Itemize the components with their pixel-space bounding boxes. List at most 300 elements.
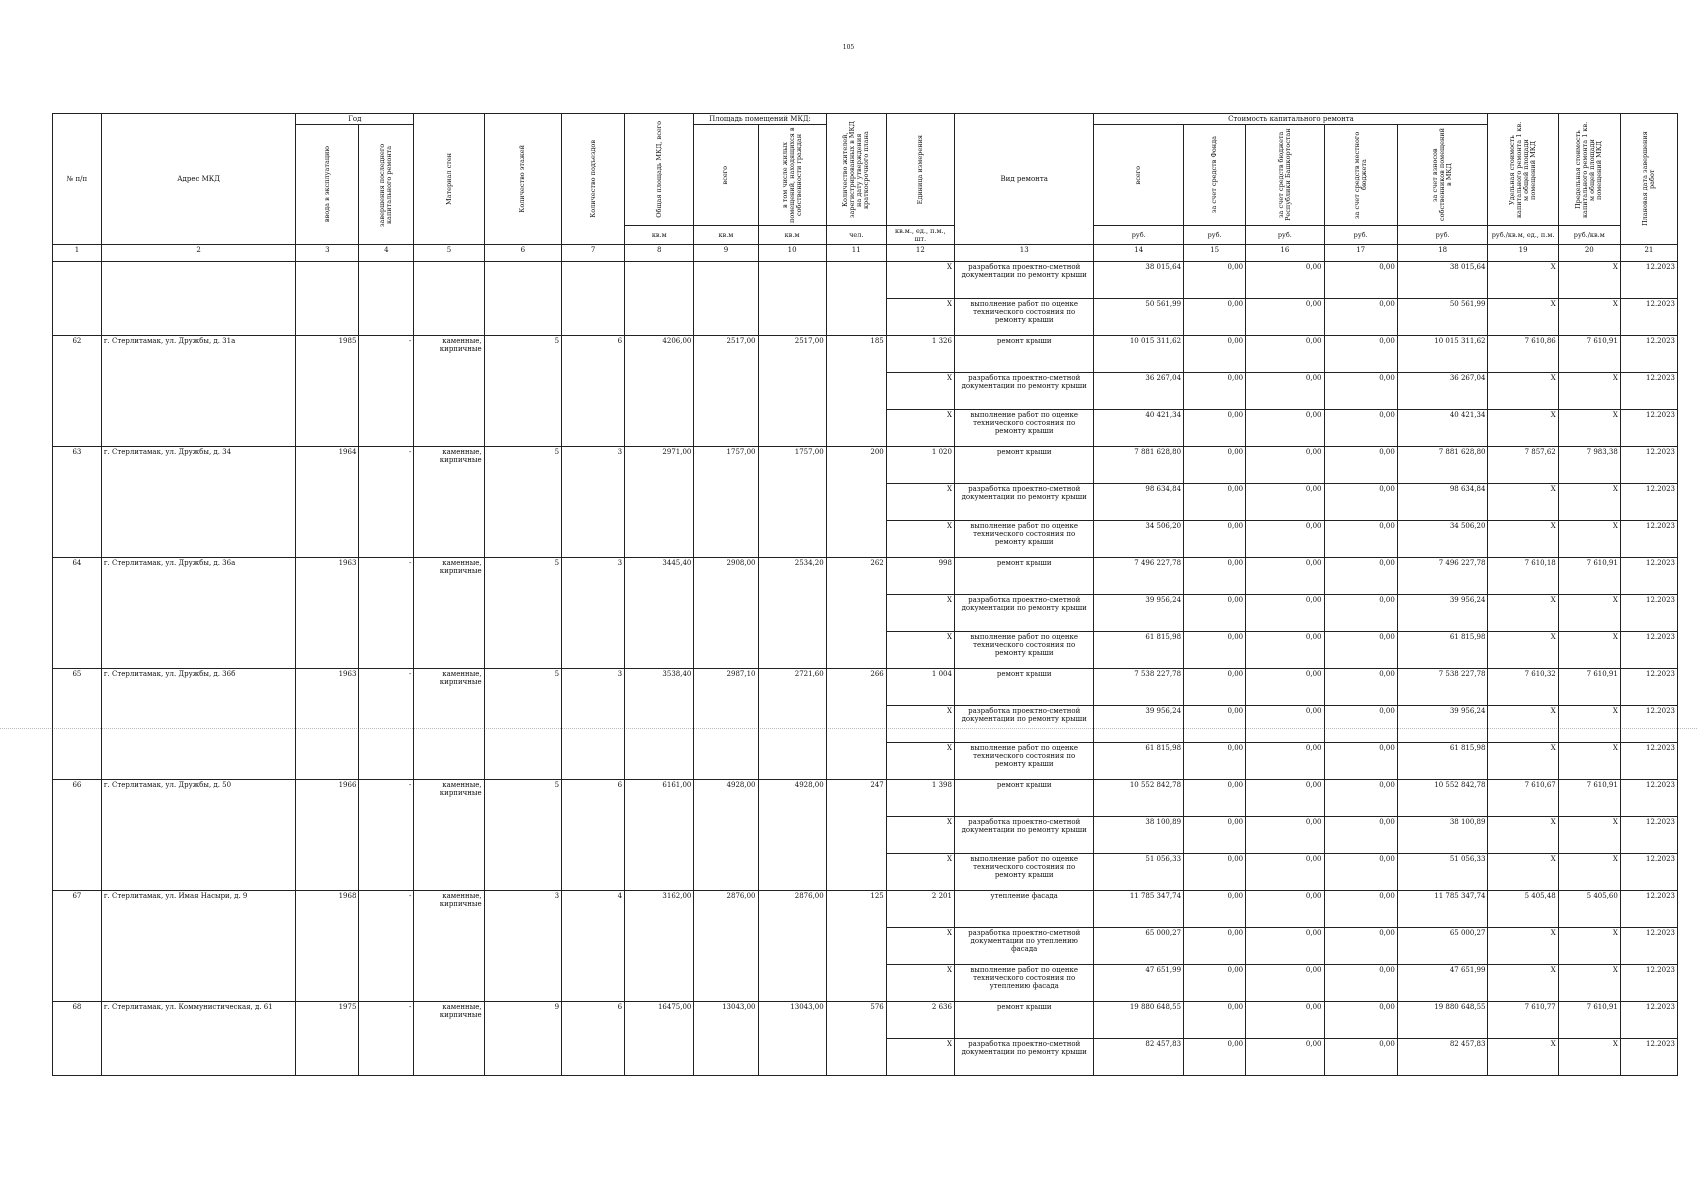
table-row [53, 336, 1678, 373]
cell-repair-type: разработка проектно-сметной документации по ремонту крыши [954, 373, 1093, 410]
cell-specific-cost: X [1488, 410, 1558, 447]
cell-premises-total [694, 521, 758, 558]
cell-planned-date: 12.2023 [1620, 262, 1677, 299]
cell-total-area [625, 299, 694, 336]
cell-cost-total: 36 267,04 [1094, 373, 1184, 410]
cell-planned-date: 12.2023 [1620, 1039, 1677, 1076]
column-number: 5 [414, 245, 484, 262]
cell-cost-total: 38 100,89 [1094, 817, 1184, 854]
cell-premises-residential [758, 706, 826, 743]
cell-repair-type: выполнение работ по оценке технического состояния по ремонту крыши [954, 299, 1093, 336]
cell-specific-cost: X [1488, 743, 1558, 780]
cell-unit-value: 2 201 [886, 891, 954, 928]
hdr-premises-total: всего [694, 125, 758, 226]
cell-specific-cost: 7 610,77 [1488, 1002, 1558, 1039]
table-row [53, 891, 1678, 928]
cell-entrances: 3 [562, 558, 625, 595]
cell-max-cost: X [1558, 373, 1620, 410]
cell-residents [826, 1039, 886, 1076]
table-row [53, 410, 1678, 447]
hdr-floors: Количество этажей [484, 114, 561, 245]
cell-row-number [53, 743, 102, 780]
cell-max-cost: X [1558, 854, 1620, 891]
cell-wall-material [414, 373, 484, 410]
cell-planned-date: 12.2023 [1620, 373, 1677, 410]
cell-repair-type: разработка проектно-сметной документации по ремонту крыши [954, 706, 1093, 743]
cell-premises-total [694, 706, 758, 743]
cell-residents [826, 817, 886, 854]
cell-year-commission [296, 410, 359, 447]
table-row [53, 965, 1678, 1002]
cell-residents [826, 928, 886, 965]
cell-max-cost: X [1558, 484, 1620, 521]
cell-unit-value: X [886, 521, 954, 558]
cell-year-commission: 1963 [296, 558, 359, 595]
cell-row-number [53, 817, 102, 854]
cell-row-number [53, 1039, 102, 1076]
cell-residents: 576 [826, 1002, 886, 1039]
cell-entrances [562, 262, 625, 299]
cell-cost-fund: 0,00 [1184, 262, 1246, 299]
cell-cost-local: 0,00 [1324, 447, 1397, 484]
cell-wall-material [414, 410, 484, 447]
hdr-repair-type: Вид ремонта [954, 114, 1093, 245]
hdr-year-commission: ввода в эксплуатацию [296, 125, 359, 245]
cell-cost-local: 0,00 [1324, 965, 1397, 1002]
cell-address [101, 373, 295, 410]
cell-planned-date: 12.2023 [1620, 521, 1677, 558]
cell-year-last-repair [359, 965, 414, 1002]
cell-cost-republic: 0,00 [1246, 669, 1324, 706]
cell-premises-total [694, 965, 758, 1002]
cell-cost-owners: 38 015,64 [1397, 262, 1488, 299]
cell-year-last-repair: - [359, 780, 414, 817]
cell-premises-residential [758, 817, 826, 854]
cell-floors [484, 743, 561, 780]
cell-residents [826, 299, 886, 336]
cell-cost-fund: 0,00 [1184, 743, 1246, 780]
cell-repair-type: разработка проектно-сметной документации по ремонту крыши [954, 484, 1093, 521]
cell-total-area [625, 928, 694, 965]
cell-year-last-repair [359, 743, 414, 780]
cell-unit-value: X [886, 817, 954, 854]
cell-cost-fund: 0,00 [1184, 410, 1246, 447]
cell-unit-value: 1 020 [886, 447, 954, 484]
cell-cost-local: 0,00 [1324, 706, 1397, 743]
cell-cost-total: 7 496 227,78 [1094, 558, 1184, 595]
cell-row-number [53, 854, 102, 891]
cell-entrances [562, 965, 625, 1002]
cell-cost-owners: 50 561,99 [1397, 299, 1488, 336]
table-row [53, 447, 1678, 484]
cell-address [101, 299, 295, 336]
cell-premises-residential: 2721,60 [758, 669, 826, 706]
cell-cost-total: 61 815,98 [1094, 743, 1184, 780]
cell-premises-residential: 4928,00 [758, 780, 826, 817]
cell-cost-owners: 51 056,33 [1397, 854, 1488, 891]
cell-repair-type: выполнение работ по оценке технического состояния по ремонту крыши [954, 854, 1093, 891]
cell-wall-material [414, 484, 484, 521]
hdr-entrances: Количество подъездов [562, 114, 625, 245]
table-row [53, 373, 1678, 410]
cell-wall-material [414, 262, 484, 299]
cell-cost-republic: 0,00 [1246, 965, 1324, 1002]
cell-premises-total: 2876,00 [694, 891, 758, 928]
cell-wall-material [414, 928, 484, 965]
cell-address: г. Стерлитамак, ул. Дружбы, д. 34 [101, 447, 295, 484]
cell-year-commission [296, 595, 359, 632]
cell-cost-local: 0,00 [1324, 632, 1397, 669]
cell-premises-total [694, 299, 758, 336]
cell-specific-cost: X [1488, 965, 1558, 1002]
cell-cost-republic: 0,00 [1246, 595, 1324, 632]
cell-specific-cost: X [1488, 706, 1558, 743]
cell-planned-date: 12.2023 [1620, 1002, 1677, 1039]
cell-unit-value: X [886, 928, 954, 965]
cell-cost-owners: 82 457,83 [1397, 1039, 1488, 1076]
cell-row-number: 63 [53, 447, 102, 484]
cell-cost-owners: 10 015 311,62 [1397, 336, 1488, 373]
cell-year-commission: 1966 [296, 780, 359, 817]
cell-address [101, 484, 295, 521]
cell-max-cost: X [1558, 632, 1620, 669]
cell-premises-total: 1757,00 [694, 447, 758, 484]
cell-address [101, 743, 295, 780]
cell-entrances [562, 521, 625, 558]
cell-unit-value: 1 398 [886, 780, 954, 817]
cell-unit-value: X [886, 262, 954, 299]
column-number: 13 [954, 245, 1093, 262]
cell-total-area: 2971,00 [625, 447, 694, 484]
cell-premises-residential [758, 299, 826, 336]
cell-premises-total [694, 854, 758, 891]
cell-entrances [562, 817, 625, 854]
cell-total-area [625, 854, 694, 891]
cell-planned-date: 12.2023 [1620, 965, 1677, 1002]
repair-plan-table [52, 113, 1678, 1076]
cell-row-number [53, 595, 102, 632]
cell-cost-fund: 0,00 [1184, 1039, 1246, 1076]
cell-cost-republic: 0,00 [1246, 373, 1324, 410]
cell-cost-owners: 98 634,84 [1397, 484, 1488, 521]
cell-cost-local: 0,00 [1324, 817, 1397, 854]
unit-cost-owners: руб. [1397, 226, 1488, 245]
cell-floors: 5 [484, 447, 561, 484]
column-number: 19 [1488, 245, 1558, 262]
unit-cost-total: руб. [1094, 226, 1184, 245]
cell-cost-total: 50 561,99 [1094, 299, 1184, 336]
cell-unit-value: X [886, 373, 954, 410]
cell-row-number [53, 484, 102, 521]
cell-planned-date: 12.2023 [1620, 669, 1677, 706]
cell-year-last-repair [359, 299, 414, 336]
cell-address [101, 928, 295, 965]
cell-entrances [562, 928, 625, 965]
cell-premises-residential [758, 632, 826, 669]
cell-max-cost: X [1558, 410, 1620, 447]
cell-cost-owners: 65 000,27 [1397, 928, 1488, 965]
cell-planned-date: 12.2023 [1620, 336, 1677, 373]
cell-residents: 262 [826, 558, 886, 595]
column-number: 9 [694, 245, 758, 262]
cell-total-area [625, 632, 694, 669]
cell-unit-value: X [886, 484, 954, 521]
cell-planned-date: 12.2023 [1620, 447, 1677, 484]
cell-planned-date: 12.2023 [1620, 595, 1677, 632]
cell-max-cost: X [1558, 928, 1620, 965]
cell-total-area [625, 706, 694, 743]
cell-floors [484, 262, 561, 299]
hdr-address: Адрес МКД [101, 114, 295, 245]
cell-residents: 266 [826, 669, 886, 706]
cell-cost-local: 0,00 [1324, 669, 1397, 706]
cell-cost-fund: 0,00 [1184, 817, 1246, 854]
cell-year-last-repair [359, 262, 414, 299]
cell-cost-owners: 47 651,99 [1397, 965, 1488, 1002]
cell-cost-fund: 0,00 [1184, 965, 1246, 1002]
table-row [53, 780, 1678, 817]
cell-floors: 9 [484, 1002, 561, 1039]
cell-premises-residential [758, 595, 826, 632]
cell-unit-value: X [886, 743, 954, 780]
cell-total-area: 4206,00 [625, 336, 694, 373]
unit-residents: чел. [826, 226, 886, 245]
cell-address [101, 595, 295, 632]
cell-entrances [562, 1039, 625, 1076]
cell-cost-fund: 0,00 [1184, 595, 1246, 632]
cell-address [101, 1039, 295, 1076]
cell-planned-date: 12.2023 [1620, 854, 1677, 891]
cell-unit-value: 998 [886, 558, 954, 595]
cell-floors: 5 [484, 780, 561, 817]
column-number-row [53, 245, 1678, 262]
cell-repair-type: выполнение работ по оценке технического состояния по ремонту крыши [954, 410, 1093, 447]
cell-floors [484, 854, 561, 891]
cell-entrances [562, 632, 625, 669]
cell-total-area [625, 817, 694, 854]
cell-entrances [562, 706, 625, 743]
cell-cost-republic: 0,00 [1246, 1039, 1324, 1076]
cell-cost-total: 98 634,84 [1094, 484, 1184, 521]
cell-cost-local: 0,00 [1324, 373, 1397, 410]
cell-unit-value: X [886, 410, 954, 447]
cell-cost-local: 0,00 [1324, 521, 1397, 558]
cell-wall-material [414, 1039, 484, 1076]
cell-premises-residential [758, 854, 826, 891]
cell-year-last-repair [359, 373, 414, 410]
cell-cost-republic: 0,00 [1246, 632, 1324, 669]
cell-repair-type: выполнение работ по оценке технического состояния по ремонту крыши [954, 632, 1093, 669]
cell-cost-local: 0,00 [1324, 299, 1397, 336]
hdr-year-group: Год [296, 114, 414, 125]
cell-total-area [625, 484, 694, 521]
cell-premises-total [694, 928, 758, 965]
cell-floors [484, 965, 561, 1002]
cell-cost-total: 47 651,99 [1094, 965, 1184, 1002]
cell-entrances: 4 [562, 891, 625, 928]
cell-repair-type: разработка проектно-сметной документации по утеплению фасада [954, 928, 1093, 965]
cell-row-number: 65 [53, 669, 102, 706]
cell-premises-residential [758, 410, 826, 447]
cell-residents [826, 410, 886, 447]
cell-total-area: 3162,00 [625, 891, 694, 928]
cell-cost-local: 0,00 [1324, 484, 1397, 521]
cell-cost-fund: 0,00 [1184, 521, 1246, 558]
cell-total-area [625, 262, 694, 299]
cell-max-cost: X [1558, 817, 1620, 854]
cell-cost-republic: 0,00 [1246, 854, 1324, 891]
cell-year-commission [296, 743, 359, 780]
table-row [53, 632, 1678, 669]
cell-cost-total: 40 421,34 [1094, 410, 1184, 447]
cell-premises-residential [758, 928, 826, 965]
cell-row-number: 66 [53, 780, 102, 817]
cell-entrances: 6 [562, 780, 625, 817]
cell-specific-cost: X [1488, 299, 1558, 336]
cell-year-last-repair: - [359, 669, 414, 706]
cell-planned-date: 12.2023 [1620, 410, 1677, 447]
cell-cost-total: 7 881 628,80 [1094, 447, 1184, 484]
cell-repair-type: разработка проектно-сметной документации по ремонту крыши [954, 817, 1093, 854]
column-number: 15 [1184, 245, 1246, 262]
cell-planned-date: 12.2023 [1620, 558, 1677, 595]
cell-cost-owners: 7 496 227,78 [1397, 558, 1488, 595]
cell-premises-residential: 2876,00 [758, 891, 826, 928]
cell-cost-fund: 0,00 [1184, 891, 1246, 928]
cell-specific-cost: 7 610,18 [1488, 558, 1558, 595]
cell-cost-total: 61 815,98 [1094, 632, 1184, 669]
cell-address: г. Стерлитамак, ул. Дружбы, д. 36б [101, 669, 295, 706]
cell-entrances: 6 [562, 336, 625, 373]
cell-max-cost: 7 610,91 [1558, 558, 1620, 595]
cell-planned-date: 12.2023 [1620, 632, 1677, 669]
cell-specific-cost: X [1488, 1039, 1558, 1076]
cell-row-number [53, 262, 102, 299]
cell-cost-total: 19 880 648,55 [1094, 1002, 1184, 1039]
cell-premises-total: 2908,00 [694, 558, 758, 595]
cell-premises-total: 4928,00 [694, 780, 758, 817]
cell-max-cost: X [1558, 521, 1620, 558]
table-row [53, 928, 1678, 965]
hdr-total-area: Общая площадь МКД, всего [625, 114, 694, 226]
cell-cost-local: 0,00 [1324, 336, 1397, 373]
cell-max-cost: X [1558, 743, 1620, 780]
column-number: 3 [296, 245, 359, 262]
cell-cost-owners: 7 538 227,78 [1397, 669, 1488, 706]
cell-wall-material [414, 743, 484, 780]
table-row [53, 299, 1678, 336]
cell-cost-local: 0,00 [1324, 410, 1397, 447]
cell-floors: 5 [484, 558, 561, 595]
cell-repair-type: ремонт крыши [954, 669, 1093, 706]
hdr-cost-group: Стоимость капитального ремонта [1094, 114, 1488, 125]
cell-premises-total [694, 817, 758, 854]
cell-planned-date: 12.2023 [1620, 484, 1677, 521]
cell-cost-local: 0,00 [1324, 595, 1397, 632]
hdr-cost-owners: за счет взносов собственников помещений в МКД [1397, 125, 1488, 226]
cell-wall-material [414, 817, 484, 854]
cell-premises-residential [758, 262, 826, 299]
cell-planned-date: 12.2023 [1620, 299, 1677, 336]
table-row [53, 558, 1678, 595]
cell-premises-residential: 1757,00 [758, 447, 826, 484]
hdr-unit: Единица измерения [886, 114, 954, 226]
cell-cost-owners: 19 880 648,55 [1397, 1002, 1488, 1039]
table-row [53, 743, 1678, 780]
cell-specific-cost: X [1488, 373, 1558, 410]
cell-cost-local: 0,00 [1324, 262, 1397, 299]
cell-year-commission [296, 965, 359, 1002]
cell-row-number: 64 [53, 558, 102, 595]
cell-specific-cost: 7 857,62 [1488, 447, 1558, 484]
cell-entrances [562, 373, 625, 410]
cell-premises-residential [758, 521, 826, 558]
cell-year-last-repair [359, 854, 414, 891]
cell-cost-owners: 61 815,98 [1397, 632, 1488, 669]
cell-total-area: 6161,00 [625, 780, 694, 817]
cell-address [101, 706, 295, 743]
cell-year-commission [296, 706, 359, 743]
cell-cost-local: 0,00 [1324, 1039, 1397, 1076]
cell-max-cost: X [1558, 706, 1620, 743]
cell-cost-fund: 0,00 [1184, 1002, 1246, 1039]
unit-cost-local: руб. [1324, 226, 1397, 245]
cell-premises-residential [758, 965, 826, 1002]
cell-premises-residential [758, 743, 826, 780]
cell-floors: 5 [484, 669, 561, 706]
cell-cost-republic: 0,00 [1246, 447, 1324, 484]
cell-max-cost: 7 610,91 [1558, 669, 1620, 706]
cell-residents [826, 965, 886, 1002]
cell-year-last-repair [359, 521, 414, 558]
cell-repair-type: разработка проектно-сметной документации по ремонту крыши [954, 1039, 1093, 1076]
cell-specific-cost: X [1488, 484, 1558, 521]
cell-year-commission: 1975 [296, 1002, 359, 1039]
cell-year-last-repair [359, 1039, 414, 1076]
cell-repair-type: ремонт крыши [954, 336, 1093, 373]
unit-specific-cost: руб./кв.м, ед., п.м. [1488, 226, 1558, 245]
cell-cost-total: 39 956,24 [1094, 595, 1184, 632]
cell-cost-owners: 10 552 842,78 [1397, 780, 1488, 817]
cell-cost-republic: 0,00 [1246, 558, 1324, 595]
cell-year-commission: 1964 [296, 447, 359, 484]
cell-wall-material [414, 706, 484, 743]
cell-year-last-repair: - [359, 891, 414, 928]
unit-total-area: кв.м [625, 226, 694, 245]
cell-wall-material [414, 595, 484, 632]
cell-total-area: 3445,40 [625, 558, 694, 595]
cell-premises-total [694, 484, 758, 521]
cell-year-commission: 1985 [296, 336, 359, 373]
cell-unit-value: 1 004 [886, 669, 954, 706]
column-number: 21 [1620, 245, 1677, 262]
cell-floors: 3 [484, 891, 561, 928]
page-number: 105 [842, 44, 855, 51]
cell-cost-republic: 0,00 [1246, 891, 1324, 928]
cell-row-number [53, 299, 102, 336]
cell-premises-residential: 2534,20 [758, 558, 826, 595]
cell-entrances [562, 299, 625, 336]
cell-max-cost: 7 983,38 [1558, 447, 1620, 484]
cell-cost-owners: 7 881 628,80 [1397, 447, 1488, 484]
cell-max-cost: X [1558, 595, 1620, 632]
cell-unit-value: 2 636 [886, 1002, 954, 1039]
cell-unit-value: X [886, 299, 954, 336]
cell-residents [826, 595, 886, 632]
cell-year-commission [296, 817, 359, 854]
cell-row-number: 67 [53, 891, 102, 928]
cell-specific-cost: X [1488, 632, 1558, 669]
